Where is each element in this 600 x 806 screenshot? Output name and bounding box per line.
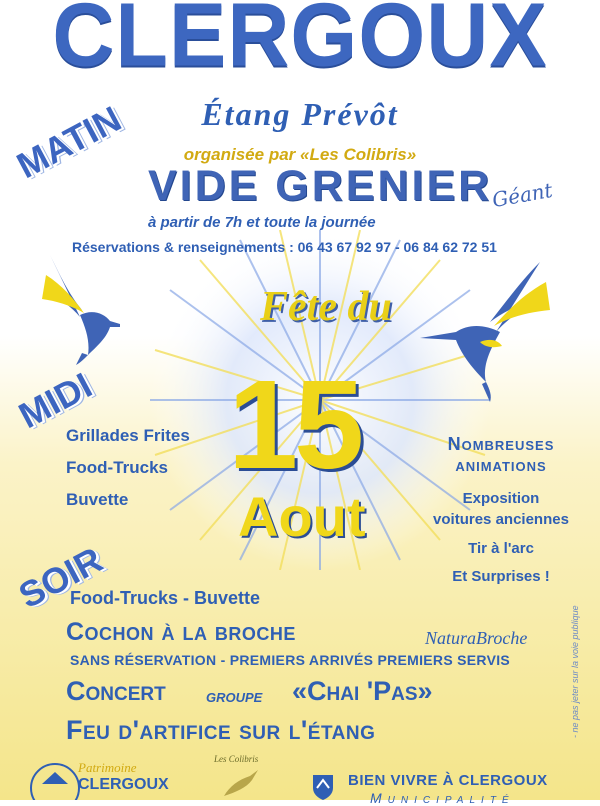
- bien-vivre-shield-icon: [312, 774, 334, 800]
- midi-label: MIDI: [12, 364, 99, 437]
- animations-heading-line1: Nombreuses: [447, 434, 555, 454]
- hummingbird-right-icon: [420, 262, 550, 402]
- animation-item: Et Surprises !: [452, 568, 550, 585]
- animation-item: voitures anciennes: [433, 511, 569, 528]
- groupe-text: groupe: [206, 686, 263, 706]
- patrimoine-emblem-icon: [30, 758, 80, 800]
- vide-grenier-title: VIDE GRENIER: [148, 162, 493, 210]
- colibri-emblem-icon: [220, 766, 260, 800]
- fete-du-text: Fête du: [260, 284, 392, 330]
- municipalite-text: Municipalité: [370, 790, 515, 806]
- cochon-broche: Cochon à la broche: [66, 618, 296, 646]
- animation-item: Exposition: [462, 490, 540, 507]
- town-title: CLERGOUX: [52, 0, 548, 86]
- reservations-text: Réservations & renseignements : 06 43 67 92 97 - 06 84 62 72 51: [72, 239, 497, 255]
- matin-label: MATIN: [10, 97, 128, 187]
- place-subtitle: Étang Prévôt: [201, 96, 399, 132]
- soir-food-trucks: Food-Trucks - Buvette: [70, 588, 261, 608]
- midi-item: Food-Trucks: [66, 458, 169, 477]
- animations-heading-line2: animations: [455, 455, 547, 475]
- colibris-logo-text: Les Colibris: [214, 754, 259, 764]
- midi-item: Grillades Frites: [66, 426, 190, 445]
- concert-text: Concert: [66, 676, 166, 706]
- date-number: 15: [228, 354, 361, 495]
- midi-item: Buvette: [66, 490, 129, 509]
- sans-reservation-text: SANS RÉSERVATION - PREMIERS ARRIVÉS PREMIERS SERVIS: [70, 652, 511, 668]
- date-month: Aout: [238, 485, 366, 548]
- band-name: «Chai 'Pas»: [292, 676, 433, 706]
- hummingbird-left-icon: [40, 255, 120, 365]
- organised-by: organisée par «Les Colibris»: [183, 145, 417, 164]
- geant-label: Géant: [490, 177, 555, 213]
- animation-item: Tir à l'arc: [468, 540, 534, 557]
- bien-vivre-title: BIEN VIVRE À CLERGOUX: [348, 772, 548, 789]
- patrimoine-town: CLERGOUX: [78, 776, 169, 793]
- animations-heading: [416, 434, 586, 476]
- natura-broche: NaturaBroche: [425, 628, 528, 648]
- patrimoine-clergoux-logo: [30, 758, 169, 800]
- hours-text: à partir de 7h et toute la journée: [148, 214, 376, 231]
- les-colibris-logo: [214, 754, 264, 800]
- soir-label: SOIR: [12, 538, 109, 617]
- vertical-note: - ne pas jeter sur la voie publique: [570, 605, 580, 738]
- feu-artifice: Feu d'artifice sur l'étang: [66, 715, 376, 745]
- patrimoine-script: Patrimoine: [78, 760, 137, 775]
